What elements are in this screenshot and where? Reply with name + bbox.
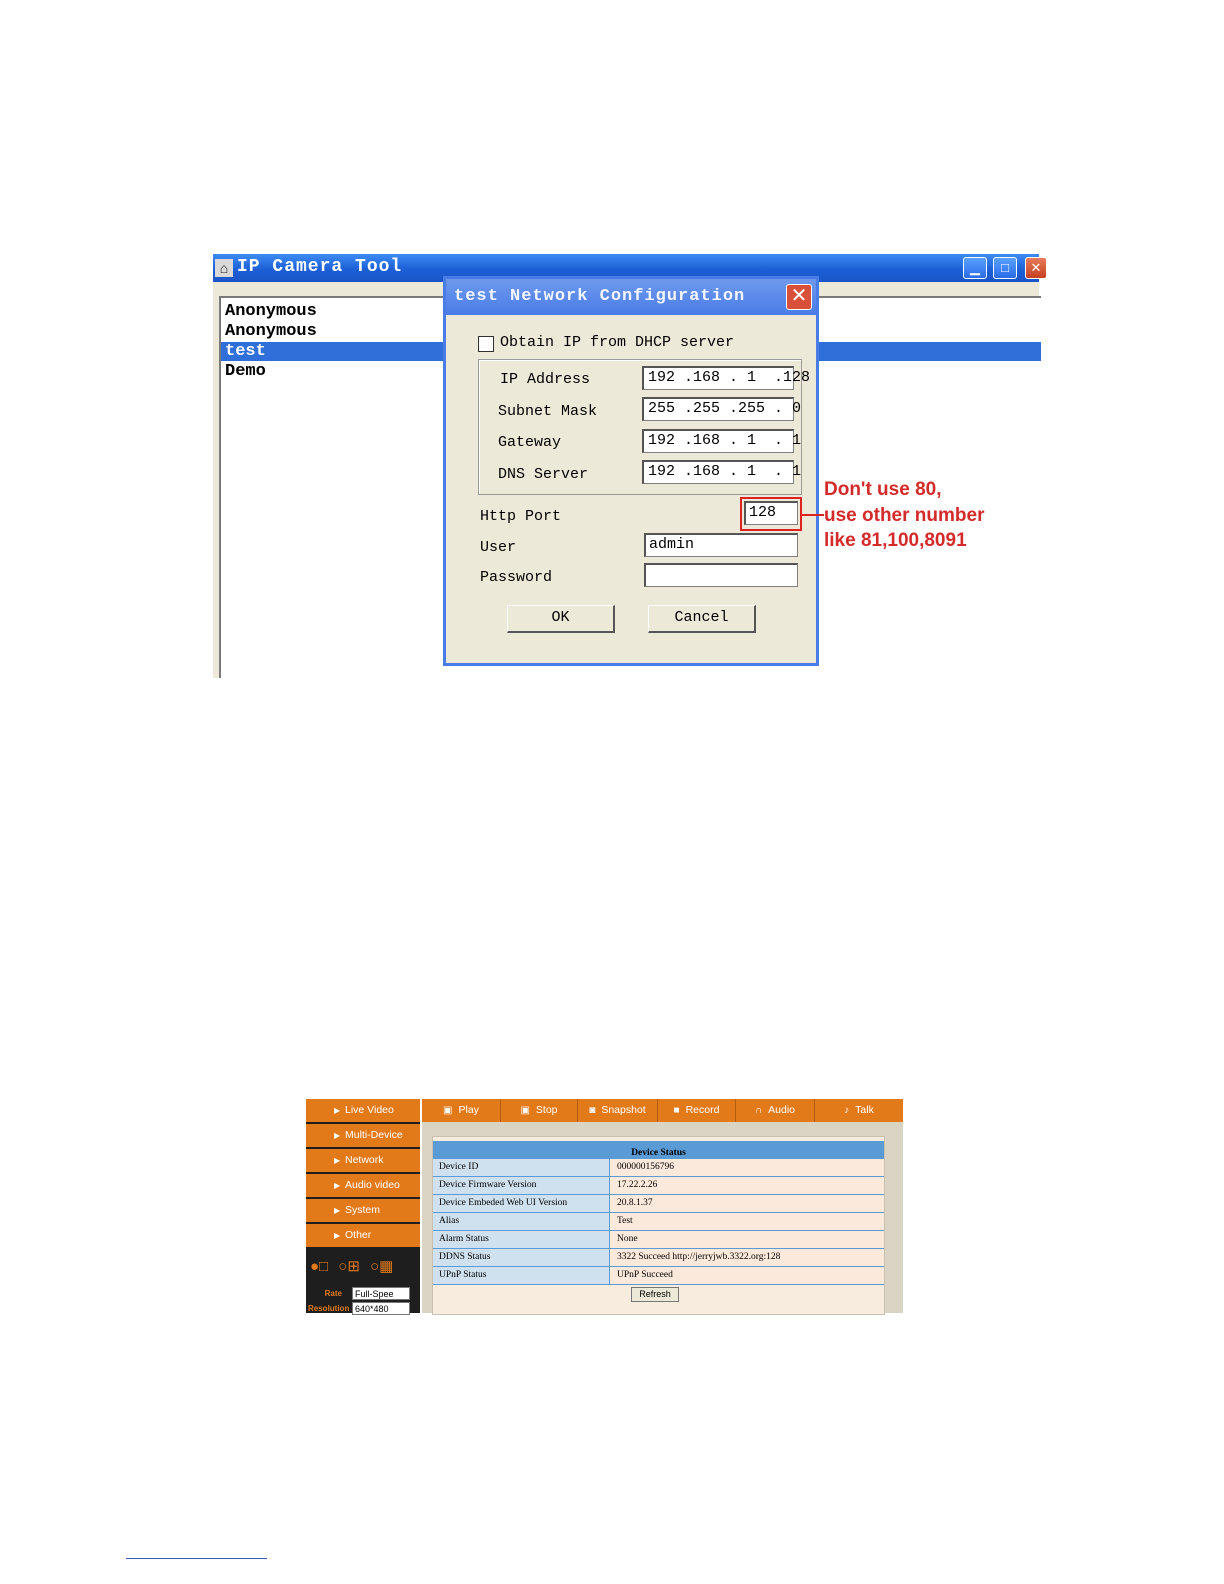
minimize-button[interactable]: ▁ (963, 257, 987, 279)
talk-button[interactable]: ♪ Talk (844, 1104, 874, 1116)
refresh-button[interactable]: Refresh (631, 1287, 679, 1302)
play-icon: ▣ (443, 1105, 453, 1116)
subnet-mask-label: Subnet Mask (498, 403, 598, 420)
dns-server-field[interactable]: 192 .168 . 1 . 1 (642, 460, 794, 484)
stop-button[interactable]: ▣ Stop (501, 1099, 578, 1122)
nav-system[interactable]: ▶ System (306, 1199, 420, 1224)
nav-network[interactable]: ▶ Network (306, 1149, 420, 1174)
user-field[interactable]: admin (644, 533, 798, 557)
ip-address-field[interactable]: 192 .168 . 1 .128 (642, 366, 794, 390)
nav-live-video[interactable]: ▶ Live Video (306, 1099, 420, 1124)
port-annotation: Don't use 80, use other number like 81,100,8091 (824, 479, 985, 551)
table-row: Device Embeded Web UI Version 20.8.1.37 (433, 1195, 884, 1213)
record-button[interactable]: ■ Record (658, 1099, 736, 1122)
nav-audio-video[interactable]: ▶ Audio video (306, 1174, 420, 1199)
stop-icon: ▣ (520, 1105, 530, 1116)
quad-view-icon[interactable]: ○⊞ (338, 1258, 360, 1275)
password-label: Password (480, 569, 553, 586)
table-row: Alarm Status None (433, 1231, 884, 1249)
window-title: IP Camera Tool (237, 257, 403, 277)
ip-address-label: IP Address (500, 371, 591, 388)
gateway-label: Gateway (498, 434, 562, 451)
footnote-rule (126, 1558, 267, 1559)
dhcp-checkbox[interactable] (478, 336, 494, 352)
layout-selector[interactable] (310, 1257, 418, 1277)
camera-icon: ◙ (589, 1105, 596, 1116)
rate-select[interactable]: Full-Spee (352, 1287, 410, 1300)
device-web-ui (306, 1099, 903, 1313)
video-camera-icon: ■ (673, 1105, 680, 1116)
http-port-field[interactable]: 128 (744, 501, 798, 525)
play-button[interactable]: ▣ Play (422, 1099, 501, 1122)
user-label: User (480, 539, 517, 556)
maximize-button[interactable]: □ (993, 257, 1017, 279)
app-icon: ⌂ (215, 259, 233, 277)
http-port-label: Http Port (480, 508, 562, 525)
dialog-title: test Network Configuration (454, 287, 746, 306)
snapshot-button[interactable]: ◙ Snapshot (578, 1099, 658, 1122)
content-area (422, 1122, 903, 1313)
ok-button[interactable]: OK (507, 605, 615, 633)
subnet-mask-field[interactable]: 255 .255 .255 . 0 (642, 397, 794, 421)
gateway-field[interactable]: 192 .168 . 1 . 1 (642, 429, 794, 453)
single-view-icon[interactable]: ●□ (310, 1258, 329, 1275)
network-config-dialog (443, 276, 819, 666)
device-item[interactable]: Anonymous (225, 322, 317, 341)
microphone-icon: ♪ (844, 1105, 850, 1116)
close-dialog-button[interactable]: ✕ (786, 284, 812, 310)
device-item-selected[interactable]: test (221, 342, 1041, 361)
nine-view-icon[interactable]: ○▦ (370, 1258, 394, 1275)
cancel-button[interactable]: Cancel (648, 605, 756, 633)
close-window-button[interactable]: ✕ (1025, 257, 1047, 279)
table-row: Device Firmware Version 17.22.2.26 (433, 1177, 884, 1195)
resolution-label: Resolution (308, 1304, 350, 1313)
dns-server-label: DNS Server (498, 466, 589, 483)
resolution-select[interactable]: 640*480 (352, 1302, 410, 1315)
dhcp-label: Obtain IP from DHCP server (500, 334, 735, 351)
status-table-header: Device Status (433, 1141, 884, 1159)
dialog-titlebar[interactable] (446, 279, 816, 315)
device-item[interactable]: Demo (225, 362, 266, 381)
side-nav (306, 1099, 420, 1313)
rate-label: Rate (324, 1289, 342, 1298)
table-row: DDNS Status 3322 Succeed http://jerryjwb.3322.org:128 (433, 1249, 884, 1267)
table-row: Alias Test (433, 1213, 884, 1231)
device-status-panel (432, 1136, 885, 1315)
table-row: Device ID 000000156796 (433, 1159, 884, 1177)
nav-other[interactable]: ▶ Other (306, 1224, 420, 1249)
device-item[interactable]: Anonymous (225, 302, 317, 321)
nav-multi-device[interactable]: ▶ Multi-Device (306, 1124, 420, 1149)
toolbar (422, 1099, 903, 1122)
headphones-icon: ∩ (754, 1105, 763, 1116)
table-row: UPnP Status UPnP Succeed (433, 1267, 884, 1285)
password-field[interactable] (644, 563, 798, 587)
annotation-connector (802, 514, 824, 516)
audio-button[interactable]: ∩ Audio (736, 1099, 815, 1122)
